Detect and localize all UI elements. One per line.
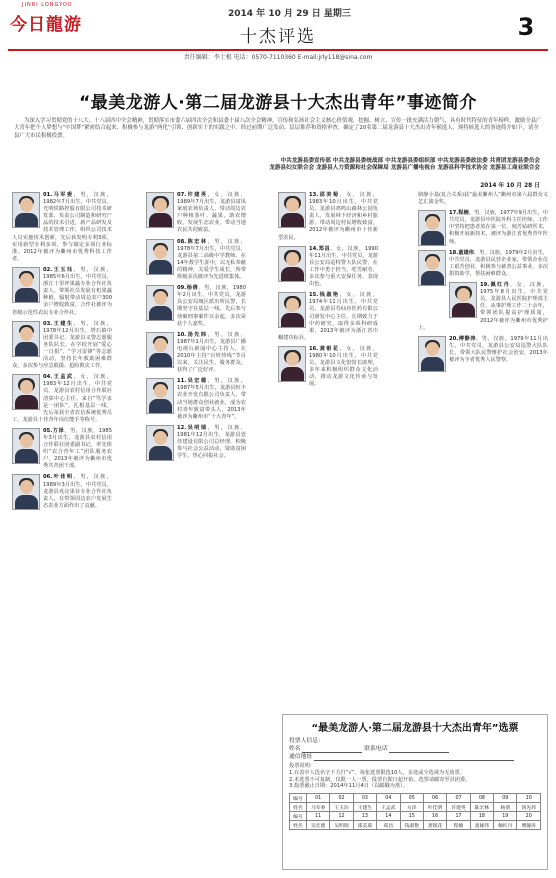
candidate-entry (12, 267, 112, 317)
vote-cell[interactable]: 18 (470, 812, 493, 821)
candidate-number: 13. (309, 192, 319, 198)
intro-paragraph: 为深入学习贯彻党的十八大、十八届四中全会精神，贯彻落实市委六届四次全会和县委十届八次全会精神，宣传和弘扬社会主义核心价值观，挖掘、树立、宣传一批充满活力朝气、具有时代特征的青年榜样，激励全县广大青年把个人梦想与“中国梦”紧密结合起来，积极参与龙游“两化”引领、创新实干的实践之中。经过前期广泛发动、层层推荐和资格审查，确定了20名第二届龙游县十大杰出青年候选人，现将候选人的事迹简介如下，请全县广大市民积极投票。 (14, 118, 542, 139)
candidate-number: 02. (43, 266, 53, 273)
candidate-bio: 08.陈宏林，男，汉族，1978年7月出生，中共党员，龙游县第二高级中学教师。在14年教学生涯中，以无私奉献的精神，关爱学生成长，所带班级多次被评为先进班集体。 (177, 238, 246, 281)
vote-cell[interactable]: 14 (377, 812, 400, 821)
vote-cell[interactable]: 吴明瑞 (330, 821, 353, 830)
vote-cell[interactable]: 15 (400, 812, 423, 821)
candidate-description: 男，汉族，1987年5月出生，龙游县恒丰农业开发有限公司负责人，带动当地群众创业就业，成为农村青年致富带头人，2013年被评为衢州市“十大青年”。 (177, 378, 246, 420)
sign-date: 2014 年 10 月 28 日 (480, 183, 540, 189)
logo-en: JINRI LONGYOU (22, 2, 73, 8)
candidate-bio: 18.童雄伟，男，汉族，1979年2月出生，中共党员，龙游县民营企业家，带领企业员工艰苦创业，积极参与慈善公益事业，多次捐资助学，帮扶困难群众。 (449, 249, 548, 277)
candidate-description: 女，汉族，1983年12月出生，中共党员，龙游县农村信用合作联社清算中心主任。来自“笃学求是一团队”，扎根基层一线，先后荣获全省农信系统优秀员工、龙游县十佳青年岗位能手等称号。 (12, 374, 112, 423)
candidate-description: 男，汉族，1978年12月出生，塔石镇中团委书记、龙游县义警志愿服务队队长。在学校开展“爱心一日捐”、“学习雷锋”等志愿活动，坚持长年救助困难群众，多次参与应急救援、抢险救灾工作。 (12, 320, 112, 370)
column-1 (12, 192, 112, 514)
vote-cell[interactable]: 傅静涛 (517, 821, 541, 830)
voter-address-row (289, 753, 541, 761)
vote-cell[interactable]: 11 (306, 812, 329, 821)
candidate-name: 童雄伟 (458, 249, 474, 256)
candidate-name: 许建英 (186, 192, 208, 198)
vote-cell[interactable]: 许建英 (447, 803, 470, 812)
vote-row-label: 姓名 (290, 821, 307, 830)
vote-cell[interactable]: 10 (517, 794, 541, 803)
voter-address-field[interactable] (314, 755, 514, 761)
column-4 (418, 192, 548, 374)
candidate-photo (418, 250, 446, 286)
candidate-bio: 19.佩红丹，女，汉族，1975年8月出生，中共党员，龙游县人民医院护理部主任，从事护理工作二十余年，带领团队提高护理质量，2012年被评为衢州市优秀护士。 (418, 282, 548, 331)
candidate-name: 龚银花 (318, 345, 340, 352)
vote-cell[interactable]: 06 (423, 794, 446, 803)
candidate-number: 01. (43, 192, 53, 198)
candidate-name: 陈宏林 (186, 238, 208, 245)
candidate-photo (12, 428, 40, 464)
candidate-number: 06. (43, 474, 53, 481)
candidate-entry (278, 246, 378, 289)
candidate-number: 10. (177, 331, 187, 338)
candidate-name: 钱淑艳 (318, 292, 340, 299)
candidate-photo (146, 378, 174, 414)
candidate-number: 04. (43, 374, 53, 381)
vote-cell[interactable]: 汤先炜 (517, 803, 541, 812)
candidate-number: 20. (449, 335, 459, 342)
vote-cell[interactable]: 02 (330, 794, 353, 803)
candidate-bio: 12.吴明瑞，男，汉族，1981年12月出生，龙游县壹佳建设有限公司总经理，积极参与社会公益活动，资助贫困学生，热心回报社会。 (177, 424, 246, 460)
candidate-photo (146, 425, 174, 461)
candidate-photo (146, 192, 174, 228)
organizers-line: 中共龙游县委宣传部 中共龙游县委统战部 中共龙游县委组织部 中共龙游县委政法委 共青团龙游县委员会 (280, 158, 540, 164)
vote-cell[interactable]: 邵美菊 (353, 821, 376, 830)
section-title: 十杰评选 (240, 27, 316, 47)
voter-name-label: 姓名 (289, 746, 301, 752)
candidate-entry (278, 192, 378, 242)
ballot-note: 1.在表中人选名字下方打“√”，每张选票限选10人，多选或少选视为无效票。 (289, 769, 465, 776)
candidate-description: 男，汉族，1987年1月出生，龙游县广播电视台新闻中心主持人，在2010年主持“百姓热线”节目以来，关注民生、服务群众，获得了广泛好评。 (177, 331, 246, 374)
candidate-photo (146, 332, 174, 368)
vote-cell[interactable]: 12 (330, 812, 353, 821)
candidate-number: 03. (43, 320, 53, 327)
candidate-description: 男，汉族，1977年9月出生，中共党员，龙游县中医院外科主任医师，工作中坚持把患者放在第一位，刻苦钻研医术，积极开展新技术，被评为浙江省优秀青年医师。 (449, 210, 548, 245)
issue-date: 2014 年 10 月 29 日 星期三 (228, 9, 351, 19)
candidate-bio: 05.方泽，男，汉族，1985年3月出生，龙游县农村信用合作联社团委副书记，率先组织“农合青年工”团队服务农户，2013年被评为衢州市优秀共青团干部。 (43, 427, 112, 470)
candidate-bio: 02.王玉珏，男，汉族，1985年6月出生，中共党员，浙江十里坪果蔬专业合作社负责人。带领社员发展有机果蔬种植，辐射带动周边农户300余户增收致富，合作社被评为省级示范性农民专业合作社。 (12, 266, 112, 316)
vote-cell[interactable]: 08 (470, 794, 493, 803)
candidate-description: 女，汉族，1975年8月出生，中共党员，龙游县人民医院护理部主任，从事护理工作二十余年，带领团队提高护理质量，2012年被评为衢州市优秀护士。 (418, 282, 548, 331)
candidate-description: 男，汉族，1985年6月出生，中共党员，浙江十里坪果蔬专业合作社负责人。带领社员发展有机果蔬种植，辐射带动周边农户300余户增收致富，合作社被评为省级示范性农民专业合作社。 (12, 266, 112, 316)
candidate-bio: 20.傅静涛，男，汉族，1979年11月出生，中共党员，龙游县公安局巡警大队队长，带领大队民警维护社会治安，2013年被评为全省优秀人民警察。 (449, 335, 548, 363)
candidate-entry (12, 192, 112, 263)
candidate-description: 男，汉族，1980年2月出生，中共党员，龙游县公安局城区派出所民警，长期坚守在基层一线，先后参与侦破刑事案件百余起，多次荣获个人嘉奖。 (177, 285, 246, 327)
candidate-description: 男，汉族，1978年7月出生，中共党员，龙游县第二高级中学教师。在14年教学生涯中，以无私奉献的精神，关爱学生成长，所带班级多次被评为先进班集体。 (177, 238, 246, 281)
candidate-entry (418, 192, 548, 206)
candidate-entry (278, 292, 378, 342)
vote-row-label: 姓名 (290, 803, 307, 812)
logo: 今日龍游 (10, 15, 82, 35)
vote-cell[interactable]: 叶佳明 (423, 803, 446, 812)
candidate-number: 17. (449, 210, 459, 217)
candidate-name: 王孟武 (52, 374, 74, 381)
candidate-entry (418, 336, 548, 364)
top-rule (8, 49, 548, 51)
candidate-photo (278, 192, 306, 228)
ballot-note: 2.本选票不可复制，仅限一人一票，投票自即日起开始，选票请邮寄至县团委。 (289, 776, 471, 783)
candidate-bio: 15.钱淑艳，女，汉族，1974年11月出生，中共党员，龙游县寿仙谷医药有限公司研发中心主任，长期致力于中药研究，取得多项科研成果，2013年被评为浙江省巾帼建功标兵。 (278, 292, 378, 341)
candidate-entry (12, 374, 112, 424)
candidate-bio: 17.程楠，男，汉族，1977年9月出生，中共党员，龙游县中医院外科主任医师，工作中坚持把患者放在第一位，刻苦钻研医术，积极开展新技术，被评为浙江省优秀青年医师。 (449, 210, 548, 245)
vote-row (290, 803, 541, 812)
vote-cell[interactable]: 马军委 (306, 803, 329, 812)
candidate-description: 女，汉族，1980年10月出生，中共党员，龙游县文化馆馆长助理，多年来积极组织群众文化活动，推动龙游文化传承与发展。 (309, 345, 378, 388)
organizers (180, 158, 540, 173)
candidate-photo (418, 210, 446, 246)
candidate-description: 男，汉族，1989年3月出生，中共党员，龙游县兆亮果业专业合作社负责人，在带领周边农户发展生态农业方面作出了贡献。 (43, 474, 112, 509)
candidate-bio: 01.马军委，男，汉族，1982年7月出生，中共党员，光明铁路控股有限公司技术研发部、负责公司制造和研究产品的技术引进，新产品研发及技术管理工作。组织公司技术人员实施技术创新，先后获发明专利3项、实用新型专利多项，参与制定多项行业标准。2012年被评为衢州市优秀科技工作者。 (12, 192, 112, 262)
candidate-name: 吴明瑞 (186, 424, 208, 431)
voter-phone-label: 联系电话 (364, 746, 388, 752)
voter-address-label: 通信地址 (289, 754, 313, 760)
candidate-photo (278, 246, 306, 282)
candidate-bio: 06.叶佳明，男，汉族，1989年3月出生，中共党员，龙游县兆亮果业专业合作社负责人，在带领周边农户发展生态农业方面作出了贡献。 (43, 474, 112, 509)
ballot[interactable] (282, 714, 548, 870)
candidate-entry (146, 332, 246, 375)
ballot-notes (289, 763, 541, 790)
ballot-title: “最美龙游人·第二届龙游县十大杰出青年”选票 (311, 723, 519, 734)
candidate-name: 方泽 (52, 427, 65, 434)
vote-cell[interactable]: 16 (423, 812, 446, 821)
candidate-name: 叶佳明 (52, 474, 74, 481)
candidate-photo (418, 336, 446, 372)
voter-info-label: 投票人信息： (289, 738, 324, 744)
candidate-entry (146, 192, 246, 235)
candidate-description: 男，汉族，1985年3月出生，龙游县农村信用合作联社团委副书记，率先组织“农合青年工”团队服务农户，2013年被评为衢州市优秀共青团干部。 (43, 427, 112, 470)
candidate-bio: 16.龚银花，女，汉族，1980年10月出生，中共党员，龙游县文化馆馆长助理，多年来积极组织群众文化活动，推动龙游文化传承与发展。 (309, 345, 378, 388)
candidate-name: 程楠 (458, 210, 469, 217)
candidate-number: 09. (177, 285, 187, 292)
vote-cell[interactable]: 陈宏林 (470, 803, 493, 812)
vote-cell[interactable]: 05 (400, 794, 423, 803)
editor-line: 责任编辑：李土根 电话：0570-7110360 E-mail:jrly118@sina.com (183, 54, 373, 61)
candidate-name: 杨倩 (186, 285, 199, 292)
candidate-number: 14. (309, 245, 319, 252)
organizers-line: 龙游县妇女联合会 龙游县人力资源和社会保障局 龙游县广播电视台 龙游县科学技术协会 龙游县工商业联合会 (269, 165, 540, 172)
ballot-note: 投票说明： (289, 763, 315, 769)
candidate-number: 05. (43, 427, 53, 434)
candidate-photo (12, 267, 40, 303)
candidate-bio: 03.王建生，男，汉族，1978年12月出生，塔石镇中团委书记、龙游县义警志愿服务队队长。在学校开展“爱心一日捐”、“学习雷锋”等志愿活动，坚持长年救助困难群众，多次参与应急救援、抢险救灾工作。 (12, 320, 112, 370)
candidate-name: 傅静涛 (458, 335, 476, 342)
candidate-photo (12, 474, 40, 510)
candidate-description: 男，汉族，1982年7月出生，中共党员，光明铁路控股有限公司技术研发部、负责公司制造和研究产品的技术引进，新产品研发及技术管理工作。组织公司技术人员实施技术创新，先后获发明专利3项、实用新型专利多项，参与制定多项行业标准。2012年被评为衢州市优秀科技工作者。 (12, 192, 112, 262)
vote-row (290, 821, 541, 830)
voter-name-row (289, 745, 541, 753)
vote-cell[interactable]: 07 (447, 794, 470, 803)
candidate-bio: 04.王孟武，女，汉族，1983年12月出生，中共党员，龙游县农村信用合作联社清算中心主任。来自“笃学求是一团队”，扎根基层一线，先后荣获全省农信系统优秀员工、龙游县十佳青年岗位能手等称号。 (12, 374, 112, 423)
candidate-photo (12, 192, 40, 228)
candidate-name: 郑昌 (318, 245, 331, 252)
headline: “最美龙游人·第二届龙游县十大杰出青年”事迹简介 (79, 93, 477, 113)
masthead (0, 0, 556, 62)
candidate-name: 佩红丹 (489, 282, 511, 289)
candidate-name: 邵美菊 (318, 192, 340, 198)
candidate-number: 16. (309, 345, 319, 352)
vote-cell[interactable]: 03 (353, 794, 376, 803)
vote-row (290, 812, 541, 821)
ballot-note: 3.投票截止日期：2014年11月4日（以邮戳为准）。 (289, 783, 408, 790)
vote-cell[interactable]: 王建生 (353, 803, 376, 812)
candidate-entry (418, 250, 548, 278)
candidate-photo (12, 321, 40, 357)
candidate-photo (12, 374, 40, 410)
candidate-description: 男，汉族，1979年11月出生，中共党员，龙游县公安局巡警大队队长，带领大队民警维护社会治安，2013年被评为全省优秀人民警察。 (449, 335, 548, 363)
candidate-entry (12, 474, 112, 509)
vote-cell[interactable]: 郑昌 (377, 821, 400, 830)
candidate-bio: 07.许建英，女，汉族，1989年7月出生，龙游县富凤家庭农场负责人，带动周边农户种植茶叶、蔬果，助农增收，发展生态农业，带动当地农民共同致富。 (177, 192, 246, 234)
vote-cell[interactable]: 童雄伟 (470, 821, 493, 830)
candidate-description: 女，汉族，1983年10月出生，中共党员，龙游县鸡鸣山森林公园负责人，发展林下经济和乡村旅游，带动周边村民增收致富，2012年被评为衢州市十佳新型农民。 (278, 192, 378, 241)
candidate-entry (146, 378, 246, 421)
candidate-photo (278, 346, 306, 382)
vote-cell[interactable]: 19 (494, 812, 517, 821)
candidate-description: 男，汉族，1979年2月出生，中共党员，龙游县民营企业家，带领企业员工艰苦创业，积极参与慈善公益事业，多次捐资助学，帮扶困难群众。 (449, 249, 548, 277)
vote-cell[interactable]: 09 (494, 794, 517, 803)
candidate-entry (12, 428, 112, 471)
vote-cell[interactable]: 佩红丹 (494, 821, 517, 830)
vote-cell[interactable]: 杨倩 (494, 803, 517, 812)
vote-cell[interactable]: 龚银花 (423, 821, 446, 830)
candidate-bio: 13.邵美菊，女，汉族，1983年10月出生，中共党员，龙游县鸡鸣山森林公园负责人，发展林下经济和乡村旅游，带动周边村民增收致富，2012年被评为衢州市十佳新型农民。 (278, 192, 378, 241)
candidate-entry (146, 425, 246, 460)
vote-cell[interactable]: 17 (447, 812, 470, 821)
vote-cell[interactable]: 01 (306, 794, 329, 803)
vote-cell[interactable]: 钱淑艳 (400, 821, 423, 830)
vote-row (290, 794, 541, 803)
candidate-entry (12, 321, 112, 371)
vote-cell[interactable]: 吴宏德 (306, 821, 329, 830)
candidate-number: 07. (177, 192, 187, 198)
vote-cell[interactable]: 程楠 (447, 821, 470, 830)
vote-cell[interactable]: 方泽 (400, 803, 423, 812)
vote-row-label: 编号 (290, 794, 307, 803)
vote-cell[interactable]: 20 (517, 812, 541, 821)
candidate-photo (146, 285, 174, 321)
candidate-name: 王玉珏 (52, 266, 74, 273)
candidate-entry (418, 282, 548, 332)
candidate-bio (418, 192, 548, 206)
candidate-number: 08. (177, 238, 187, 245)
candidate-photo (146, 239, 174, 275)
candidate-entry (146, 285, 246, 328)
candidate-entry (278, 346, 378, 389)
candidate-number: 11. (177, 378, 187, 385)
candidate-bio: 10.汤先炜，男，汉族，1987年1月出生，龙游县广播电视台新闻中心主持人，在2010年主持“百姓热线”节目以来，关注民生、服务群众，获得了广泛好评。 (177, 331, 246, 374)
candidate-photo (449, 282, 477, 318)
candidate-description: 女，汉族，1990年11月出生，中共党员，龙游县公安局巡特警大队民警，在工作中勇于担当，吃苦耐劳，多次参与重大安保任务，表现出色。 (309, 245, 378, 288)
candidate-bio: 09.杨倩，男，汉族，1980年2月出生，中共党员，龙游县公安局城区派出所民警，长期坚守在基层一线，先后参与侦破刑事案件百余起，多次荣获个人嘉奖。 (177, 285, 246, 327)
vote-cell[interactable]: 04 (377, 794, 400, 803)
candidate-name: 王建生 (52, 320, 74, 327)
vote-cell[interactable]: 王玉珏 (330, 803, 353, 812)
candidate-number: 12. (177, 424, 187, 431)
candidate-description: 男，汉族，1981年12月出生，龙游县壹佳建设有限公司总经理，积极参与社会公益活动，资助贫困学生，热心回报社会。 (177, 424, 246, 460)
vote-table (289, 793, 541, 830)
column-2 (146, 192, 246, 464)
candidate-entry (418, 210, 548, 245)
candidate-bio: 11.吴宏德，男，汉族，1987年5月出生，龙游县恒丰农业开发有限公司负责人，带动当地群众创业就业，成为农村青年致富带头人，2013年被评为衢州市“十大青年”。 (177, 378, 246, 420)
candidate-description: 女，汉族，1974年11月出生，中共党员，龙游县寿仙谷医药有限公司研发中心主任，长期致力于中药研究，取得多项科研成果，2013年被评为浙江省巾帼建功标兵。 (278, 292, 378, 341)
candidate-description: 骆静小基(复合关系)获“最美衢州人”衢州市第六届群众文艺汇演金奖。 (418, 192, 548, 206)
candidate-number: 19. (480, 282, 490, 289)
candidate-name: 汤先炜 (186, 331, 208, 338)
vote-row-label: 编号 (290, 812, 307, 821)
candidate-name: 吴宏德 (186, 378, 208, 385)
candidate-bio: 14.郑昌，女，汉族，1990年11月出生，中共党员，龙游县公安局巡特警大队民警，在工作中勇于担当，吃苦耐劳，多次参与重大安保任务，表现出色。 (309, 245, 378, 288)
candidate-photo (278, 292, 306, 328)
column-3 (278, 192, 378, 392)
candidate-name: 马军委 (52, 192, 74, 198)
vote-cell[interactable]: 王孟武 (377, 803, 400, 812)
candidate-number: 18. (449, 249, 459, 256)
candidate-entry (146, 239, 246, 282)
vote-cell[interactable]: 13 (353, 812, 376, 821)
page-number: 3 (517, 13, 535, 41)
candidate-number: 15. (309, 292, 319, 299)
candidate-description: 女，汉族，1989年7月出生，龙游县富凤家庭农场负责人，带动周边农户种植茶叶、蔬果，助农增收，发展生态农业，带动当地农民共同致富。 (177, 192, 246, 234)
